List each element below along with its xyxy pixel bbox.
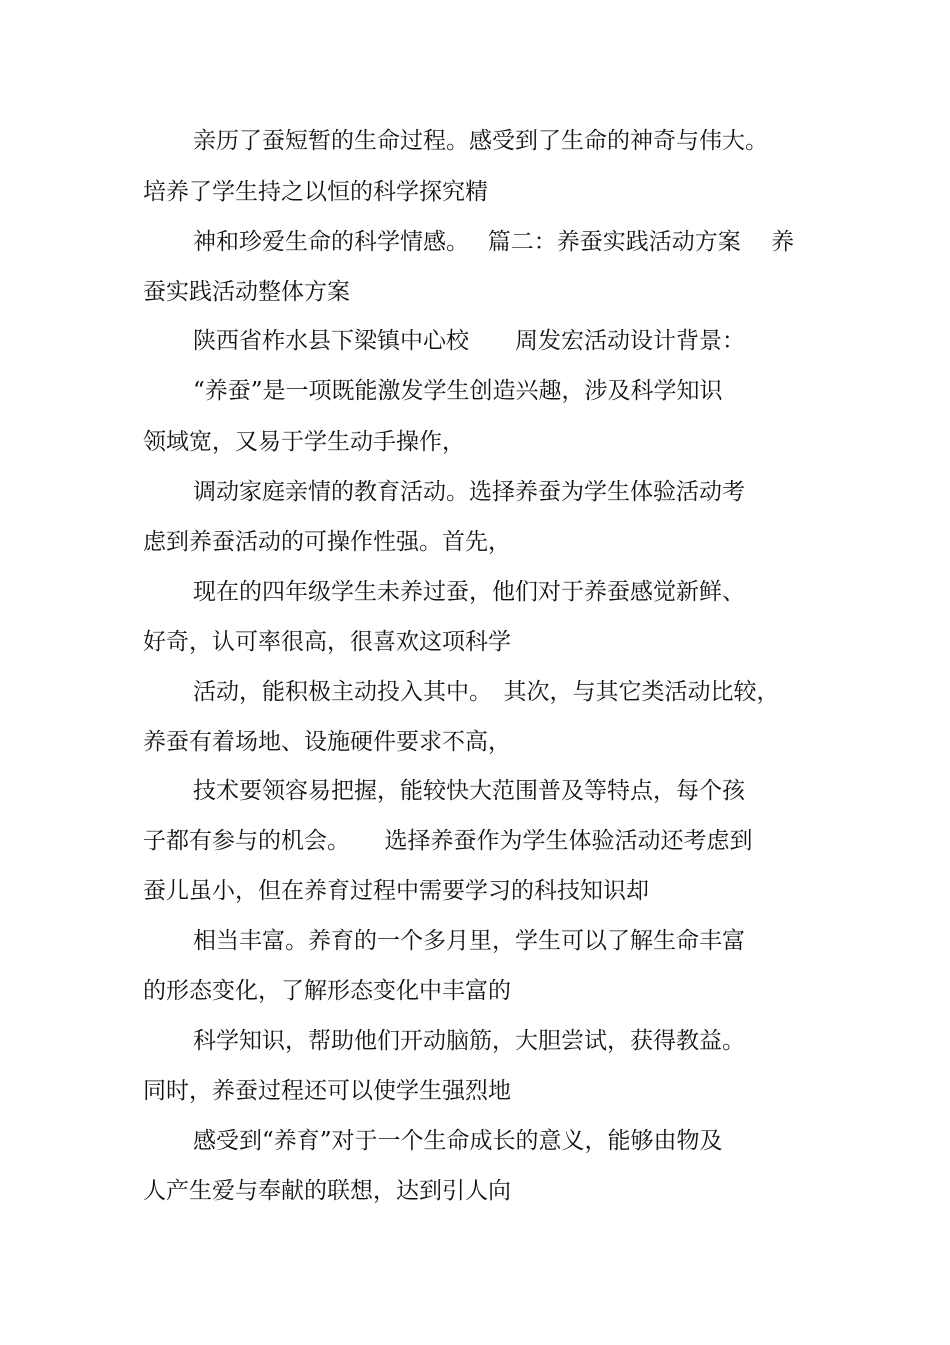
text-line-3: 神和珍爱生命的科学情感。 篇二：养蚕实践活动方案 养	[193, 229, 795, 255]
text-line-1: 亲历了蚕短暂的生命过程。感受到了生命的神奇与伟大。	[193, 128, 768, 154]
text-line-21: 感受到“养育”对于一个生命成长的意义，能够由物及	[193, 1128, 723, 1154]
text-line-5: 陕西省柞水县下梁镇中心校 周发宏活动设计背景：	[193, 328, 745, 354]
text-line-16: 蚕儿虽小，但在养育过程中需要学习的科技知识却	[143, 878, 649, 904]
text-line-15: 子都有参与的机会。 选择养蚕作为学生体验活动还考虑到	[143, 828, 753, 854]
text-line-11: 好奇，认可率很高，很喜欢这项科学	[143, 629, 511, 655]
text-line-10: 现在的四年级学生未养过蚕，他们对于养蚕感觉新鲜、	[193, 579, 745, 605]
text-line-14: 技术要领容易把握，能较快大范围普及等特点，每个孩	[193, 778, 745, 804]
text-line-2: 培养了学生持之以恒的科学探究精	[143, 179, 488, 205]
text-line-7: 领域宽，又易于学生动手操作，	[143, 429, 465, 455]
text-line-17: 相当丰富。养育的一个多月里，学生可以了解生命丰富	[193, 928, 745, 954]
text-line-8: 调动家庭亲情的教育活动。选择养蚕为学生体验活动考	[193, 479, 745, 505]
text-line-12: 活动，能积极主动投入其中。 其次，与其它类活动比较，	[193, 679, 780, 705]
text-line-6: “养蚕”是一项既能激发学生创造兴趣，涉及科学知识	[193, 378, 723, 404]
text-line-18: 的形态变化，了解形态变化中丰富的	[143, 978, 511, 1004]
text-line-22: 人产生爱与奉献的联想，达到引人向	[143, 1178, 511, 1204]
text-line-13: 养蚕有着场地、设施硬件要求不高，	[143, 729, 511, 755]
text-line-20: 同时，养蚕过程还可以使学生强烈地	[143, 1078, 511, 1104]
text-line-4: 蚕实践活动整体方案	[143, 279, 350, 305]
text-line-9: 虑到养蚕活动的可操作性强。首先，	[143, 529, 511, 555]
text-line-19: 科学知识，帮助他们开动脑筋，大胆尝试，获得教益。	[193, 1028, 745, 1054]
